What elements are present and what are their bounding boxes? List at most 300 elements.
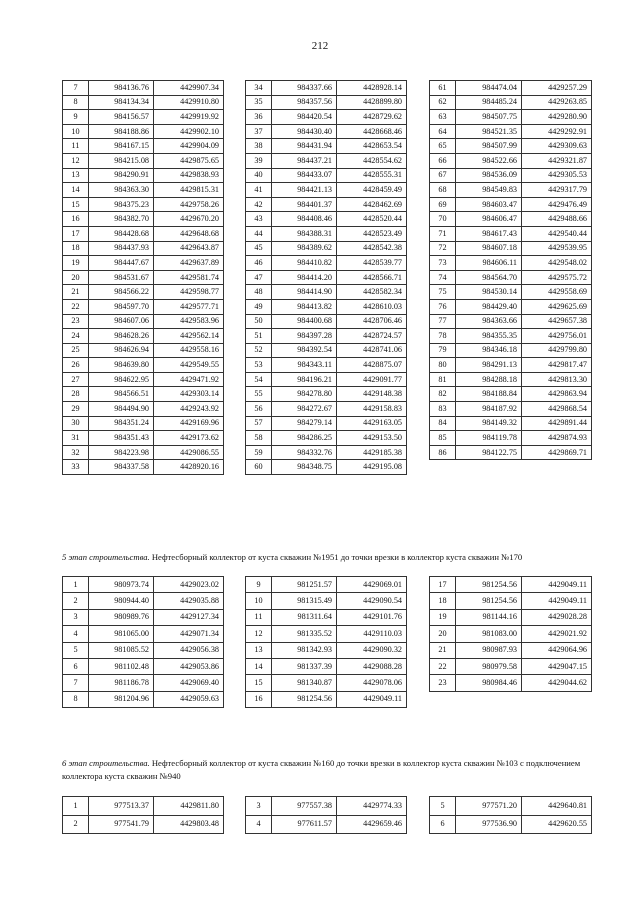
table-row — [246, 642, 407, 658]
coordinate-y: 4429169.96 — [154, 416, 224, 431]
point-number: 14 — [63, 183, 89, 198]
coordinate-y: 4429558.69 — [522, 285, 592, 300]
table-row — [246, 270, 407, 285]
table-row — [246, 460, 407, 475]
coordinate-y: 4429088.28 — [337, 658, 407, 674]
table-row — [430, 241, 592, 256]
coordinate-y: 4428724.57 — [337, 329, 407, 344]
table-row — [63, 372, 224, 387]
point-number: 84 — [430, 416, 456, 431]
coordinate-y: 4428566.71 — [337, 270, 407, 285]
coordinate-y: 4429163.05 — [337, 416, 407, 431]
coordinate-x: 981254.56 — [456, 577, 522, 593]
point-number: 2 — [63, 815, 89, 834]
coordinate-x: 984617.43 — [456, 226, 522, 241]
point-number: 20 — [63, 270, 89, 285]
coordinate-y: 4429049.11 — [522, 593, 592, 609]
point-number: 22 — [430, 658, 456, 674]
point-number: 10 — [246, 593, 272, 609]
coordinate-y: 4429110.03 — [337, 626, 407, 642]
coordinate-y: 4429071.34 — [154, 626, 224, 642]
table-row — [246, 445, 407, 460]
point-number: 20 — [430, 626, 456, 642]
point-number: 11 — [63, 139, 89, 154]
coordinate-y: 4429811.80 — [154, 797, 224, 816]
point-number: 53 — [246, 358, 272, 373]
coordinate-x: 984397.28 — [272, 329, 337, 344]
point-number: 81 — [430, 372, 456, 387]
point-number: 71 — [430, 226, 456, 241]
point-number: 6 — [63, 658, 89, 674]
coordinate-y: 4429049.11 — [337, 691, 407, 707]
point-number: 16 — [246, 691, 272, 707]
coordinate-y: 4428928.14 — [337, 81, 407, 96]
coordinate-y: 4429471.92 — [154, 372, 224, 387]
coordinate-y: 4429904.09 — [154, 139, 224, 154]
point-number: 32 — [63, 445, 89, 460]
point-number: 41 — [246, 183, 272, 198]
point-number: 3 — [246, 797, 272, 816]
coordinate-y: 4429803.48 — [154, 815, 224, 834]
coordinate-x: 984188.84 — [456, 387, 522, 402]
point-number: 37 — [246, 124, 272, 139]
coordinate-y: 4428706.46 — [337, 314, 407, 329]
coordinates-table-a3 — [429, 80, 592, 460]
coordinate-x: 984507.75 — [456, 110, 522, 125]
table-row — [430, 329, 592, 344]
coordinate-y: 4428741.06 — [337, 343, 407, 358]
coordinate-y: 4429044.62 — [522, 675, 592, 691]
table-row — [430, 609, 592, 625]
coordinate-y: 4428523.49 — [337, 226, 407, 241]
table-row — [63, 329, 224, 344]
table-row — [63, 299, 224, 314]
point-number: 21 — [63, 285, 89, 300]
coordinate-y: 4429919.92 — [154, 110, 224, 125]
table-row — [63, 609, 224, 625]
coordinate-x: 984286.25 — [272, 431, 337, 446]
coordinate-x: 981144.16 — [456, 609, 522, 625]
table-row — [63, 445, 224, 460]
coordinate-x: 984167.15 — [89, 139, 154, 154]
table-row — [63, 183, 224, 198]
coordinate-x: 984564.70 — [456, 270, 522, 285]
point-number: 25 — [63, 343, 89, 358]
coordinate-y: 4429562.14 — [154, 329, 224, 344]
coordinate-x: 984628.26 — [89, 329, 154, 344]
coordinate-x: 984485.24 — [456, 95, 522, 110]
table-row — [430, 124, 592, 139]
point-number: 14 — [246, 658, 272, 674]
point-number: 26 — [63, 358, 89, 373]
table-row — [63, 81, 224, 96]
coordinate-x: 984272.67 — [272, 402, 337, 417]
coordinate-y: 4429815.31 — [154, 183, 224, 198]
point-number: 17 — [430, 577, 456, 593]
coordinate-y: 4429257.29 — [522, 81, 592, 96]
point-number: 27 — [63, 372, 89, 387]
table-row — [246, 153, 407, 168]
table-row — [63, 241, 224, 256]
section-b-caption — [62, 551, 592, 564]
coordinate-y: 4429643.87 — [154, 241, 224, 256]
table-row — [430, 642, 592, 658]
table-row — [430, 431, 592, 446]
coordinates-table-b2 — [245, 576, 407, 708]
coordinate-x: 981342.93 — [272, 642, 337, 658]
coordinate-x: 981083.00 — [456, 626, 522, 642]
point-number: 47 — [246, 270, 272, 285]
point-number: 40 — [246, 168, 272, 183]
point-number: 1 — [63, 577, 89, 593]
table-row — [63, 110, 224, 125]
coordinate-y: 4429548.02 — [522, 256, 592, 271]
point-number: 18 — [63, 241, 89, 256]
point-number: 79 — [430, 343, 456, 358]
coordinate-x: 984522.66 — [456, 153, 522, 168]
coordinate-x: 984363.66 — [456, 314, 522, 329]
coordinate-x: 984357.56 — [272, 95, 337, 110]
coordinate-x: 981085.52 — [89, 642, 154, 658]
coordinate-x: 977611.57 — [272, 815, 337, 834]
coordinate-x: 977541.79 — [89, 815, 154, 834]
coordinate-x: 984447.67 — [89, 256, 154, 271]
point-number: 1 — [63, 797, 89, 816]
table-row — [63, 658, 224, 674]
coordinate-y: 4428582.34 — [337, 285, 407, 300]
coordinate-y: 4429303.14 — [154, 387, 224, 402]
coordinate-y: 4429657.38 — [522, 314, 592, 329]
coordinate-y: 4429023.02 — [154, 577, 224, 593]
coordinate-y: 4429575.72 — [522, 270, 592, 285]
table-row — [63, 402, 224, 417]
table-row — [430, 358, 592, 373]
coordinate-x: 984188.86 — [89, 124, 154, 139]
point-number: 66 — [430, 153, 456, 168]
coordinate-y: 4429625.69 — [522, 299, 592, 314]
coordinate-x: 984421.13 — [272, 183, 337, 198]
table-row — [430, 314, 592, 329]
table-row — [246, 577, 407, 593]
coordinate-y: 4429874.93 — [522, 431, 592, 446]
table-row — [246, 314, 407, 329]
coordinate-x: 984408.46 — [272, 212, 337, 227]
table-row — [63, 153, 224, 168]
coordinate-x: 984607.06 — [89, 314, 154, 329]
point-number: 67 — [430, 168, 456, 183]
table-row — [63, 197, 224, 212]
point-number: 8 — [63, 95, 89, 110]
coordinate-y: 4428920.16 — [154, 460, 224, 475]
coordinate-y: 4429813.30 — [522, 372, 592, 387]
point-number: 33 — [63, 460, 89, 475]
point-number: 31 — [63, 431, 89, 446]
section-c-stage: 6 этап строительства. — [62, 758, 150, 768]
point-number: 28 — [63, 387, 89, 402]
table-row — [430, 299, 592, 314]
point-number: 35 — [246, 95, 272, 110]
coordinate-x: 980944.40 — [89, 593, 154, 609]
table-row — [246, 609, 407, 625]
coordinate-x: 984156.57 — [89, 110, 154, 125]
point-number: 38 — [246, 139, 272, 154]
coordinate-x: 984430.40 — [272, 124, 337, 139]
point-number: 13 — [246, 642, 272, 658]
coordinate-x: 981102.48 — [89, 658, 154, 674]
point-number: 15 — [246, 675, 272, 691]
point-number: 9 — [246, 577, 272, 593]
point-number: 75 — [430, 285, 456, 300]
point-number: 85 — [430, 431, 456, 446]
coordinates-table-c3 — [429, 796, 592, 834]
coordinate-x: 984437.93 — [89, 241, 154, 256]
point-number: 69 — [430, 197, 456, 212]
section-c-caption — [62, 757, 592, 783]
section-b-stage: 5 этап строительства. — [62, 552, 150, 562]
coordinate-x: 984337.66 — [272, 81, 337, 96]
point-number: 44 — [246, 226, 272, 241]
section-b-description: Нефтесборный коллектор от куста скважин №1951 до точки врезки в коллектор куста скважин №170 — [149, 552, 523, 562]
coordinate-x: 984215.08 — [89, 153, 154, 168]
coordinate-x: 984400.68 — [272, 314, 337, 329]
point-number: 65 — [430, 139, 456, 154]
table-row — [430, 197, 592, 212]
coordinate-y: 4429670.20 — [154, 212, 224, 227]
table-row — [246, 626, 407, 642]
coordinate-y: 4429090.54 — [337, 593, 407, 609]
coordinate-y: 4429756.01 — [522, 329, 592, 344]
table-row — [63, 797, 224, 816]
coordinate-y: 4428899.80 — [337, 95, 407, 110]
coordinate-y: 4429659.46 — [337, 815, 407, 834]
table-row — [430, 675, 592, 691]
coordinate-x: 984375.23 — [89, 197, 154, 212]
coordinate-x: 984474.04 — [456, 81, 522, 96]
table-row — [63, 675, 224, 691]
coordinate-x: 984136.76 — [89, 81, 154, 96]
table-row — [246, 212, 407, 227]
coordinate-x: 980989.76 — [89, 609, 154, 625]
table-row — [430, 658, 592, 674]
coordinate-y: 4429799.80 — [522, 343, 592, 358]
point-number: 18 — [430, 593, 456, 609]
point-number: 22 — [63, 299, 89, 314]
point-number: 5 — [63, 642, 89, 658]
coordinate-x: 984122.75 — [456, 445, 522, 460]
point-number: 78 — [430, 329, 456, 344]
coordinate-y: 4429907.34 — [154, 81, 224, 96]
point-number: 58 — [246, 431, 272, 446]
coordinate-y: 4429292.91 — [522, 124, 592, 139]
point-number: 57 — [246, 416, 272, 431]
coordinate-x: 984420.54 — [272, 110, 337, 125]
coordinate-x: 984149.32 — [456, 416, 522, 431]
point-number: 3 — [63, 609, 89, 625]
coordinate-x: 984223.98 — [89, 445, 154, 460]
table-row — [430, 402, 592, 417]
coordinate-x: 984607.18 — [456, 241, 522, 256]
point-number: 42 — [246, 197, 272, 212]
coordinate-y: 4428668.46 — [337, 124, 407, 139]
coordinate-x: 984414.90 — [272, 285, 337, 300]
coordinate-y: 4429902.10 — [154, 124, 224, 139]
coordinate-x: 984279.14 — [272, 416, 337, 431]
point-number: 17 — [63, 226, 89, 241]
point-number: 7 — [63, 675, 89, 691]
coordinate-x: 984536.09 — [456, 168, 522, 183]
table-row — [246, 299, 407, 314]
coordinate-y: 4429078.06 — [337, 675, 407, 691]
point-number: 23 — [63, 314, 89, 329]
table-row — [246, 593, 407, 609]
point-number: 12 — [246, 626, 272, 642]
table-row — [246, 139, 407, 154]
table-row — [430, 212, 592, 227]
coordinate-y: 4429305.53 — [522, 168, 592, 183]
coordinate-y: 4429863.94 — [522, 387, 592, 402]
table-row — [430, 285, 592, 300]
coordinate-x: 984389.62 — [272, 241, 337, 256]
point-number: 46 — [246, 256, 272, 271]
table-row — [430, 577, 592, 593]
coordinate-x: 984431.94 — [272, 139, 337, 154]
coordinates-table-b3 — [429, 576, 592, 692]
coordinate-y: 4429127.34 — [154, 609, 224, 625]
coordinate-y: 4429158.83 — [337, 402, 407, 417]
coordinate-x: 984428.68 — [89, 226, 154, 241]
point-number: 48 — [246, 285, 272, 300]
table-row — [430, 110, 592, 125]
coordinate-x: 984363.30 — [89, 183, 154, 198]
coordinate-y: 4429774.33 — [337, 797, 407, 816]
coordinate-y: 4429101.76 — [337, 609, 407, 625]
table-row — [246, 675, 407, 691]
coordinate-y: 4429317.79 — [522, 183, 592, 198]
point-number: 39 — [246, 153, 272, 168]
coordinate-x: 984291.13 — [456, 358, 522, 373]
point-number: 45 — [246, 241, 272, 256]
point-number: 49 — [246, 299, 272, 314]
coordinate-y: 4429047.15 — [522, 658, 592, 674]
coordinate-x: 981254.56 — [456, 593, 522, 609]
section-c-description: Нефтесборный коллектор от куста скважин №160 до точки врезки в коллектор куста скважин №103 с подключением коллектора куста скважин №940 — [62, 758, 581, 781]
coordinate-x: 981311.64 — [272, 609, 337, 625]
point-number: 74 — [430, 270, 456, 285]
table-row — [246, 124, 407, 139]
table-row — [246, 285, 407, 300]
coordinate-y: 4429035.88 — [154, 593, 224, 609]
point-number: 24 — [63, 329, 89, 344]
coordinates-table-c2 — [245, 796, 407, 834]
point-number: 80 — [430, 358, 456, 373]
coordinate-y: 4429321.87 — [522, 153, 592, 168]
coordinate-y: 4429053.86 — [154, 658, 224, 674]
table-row — [430, 226, 592, 241]
coordinate-x: 984382.70 — [89, 212, 154, 227]
coordinate-y: 4428539.77 — [337, 256, 407, 271]
point-number: 59 — [246, 445, 272, 460]
point-number: 77 — [430, 314, 456, 329]
table-row — [246, 81, 407, 96]
coordinate-x: 984134.34 — [89, 95, 154, 110]
coordinate-x: 981186.78 — [89, 675, 154, 691]
point-number: 68 — [430, 183, 456, 198]
coordinate-x: 984187.92 — [456, 402, 522, 417]
point-number: 30 — [63, 416, 89, 431]
table-row — [63, 314, 224, 329]
table-row — [430, 815, 592, 834]
coordinate-x: 984494.90 — [89, 402, 154, 417]
coordinates-table-a1 — [62, 80, 224, 475]
point-number: 62 — [430, 95, 456, 110]
table-row — [430, 416, 592, 431]
coordinate-y: 4429620.55 — [522, 815, 592, 834]
table-row — [246, 431, 407, 446]
point-number: 63 — [430, 110, 456, 125]
point-number: 7 — [63, 81, 89, 96]
table-row — [63, 212, 224, 227]
coordinate-x: 984388.31 — [272, 226, 337, 241]
table-row — [246, 95, 407, 110]
coordinate-x: 984351.24 — [89, 416, 154, 431]
point-number: 36 — [246, 110, 272, 125]
coordinate-y: 4429173.62 — [154, 431, 224, 446]
table-row — [63, 285, 224, 300]
table-row — [246, 797, 407, 816]
point-number: 72 — [430, 241, 456, 256]
coordinate-x: 984401.37 — [272, 197, 337, 212]
coordinate-x: 981335.52 — [272, 626, 337, 642]
coordinate-y: 4429549.55 — [154, 358, 224, 373]
table-row — [430, 445, 592, 460]
table-row — [246, 402, 407, 417]
coordinates-table-a2 — [245, 80, 407, 475]
coordinate-x: 984531.67 — [89, 270, 154, 285]
coordinate-x: 984606.11 — [456, 256, 522, 271]
coordinate-x: 984343.11 — [272, 358, 337, 373]
table-row — [246, 387, 407, 402]
point-number: 19 — [430, 609, 456, 625]
coordinate-y: 4429185.38 — [337, 445, 407, 460]
coordinate-y: 4429637.89 — [154, 256, 224, 271]
point-number: 13 — [63, 168, 89, 183]
coordinate-y: 4429648.68 — [154, 226, 224, 241]
coordinate-x: 981065.00 — [89, 626, 154, 642]
coordinate-y: 4429028.28 — [522, 609, 592, 625]
point-number: 16 — [63, 212, 89, 227]
point-number: 61 — [430, 81, 456, 96]
coordinate-x: 984549.83 — [456, 183, 522, 198]
coordinate-x: 980979.58 — [456, 658, 522, 674]
table-row — [63, 256, 224, 271]
table-row — [63, 226, 224, 241]
coordinate-x: 981254.56 — [272, 691, 337, 707]
coordinate-x: 984119.78 — [456, 431, 522, 446]
point-number: 8 — [63, 691, 89, 707]
table-row — [246, 168, 407, 183]
point-number: 4 — [246, 815, 272, 834]
table-row — [63, 343, 224, 358]
coordinate-y: 4429539.95 — [522, 241, 592, 256]
table-row — [430, 256, 592, 271]
coordinate-x: 984521.35 — [456, 124, 522, 139]
table-row — [246, 416, 407, 431]
table-row — [430, 387, 592, 402]
coordinate-y: 4429021.92 — [522, 626, 592, 642]
table-row — [63, 270, 224, 285]
coordinate-y: 4429263.85 — [522, 95, 592, 110]
table-row — [430, 343, 592, 358]
